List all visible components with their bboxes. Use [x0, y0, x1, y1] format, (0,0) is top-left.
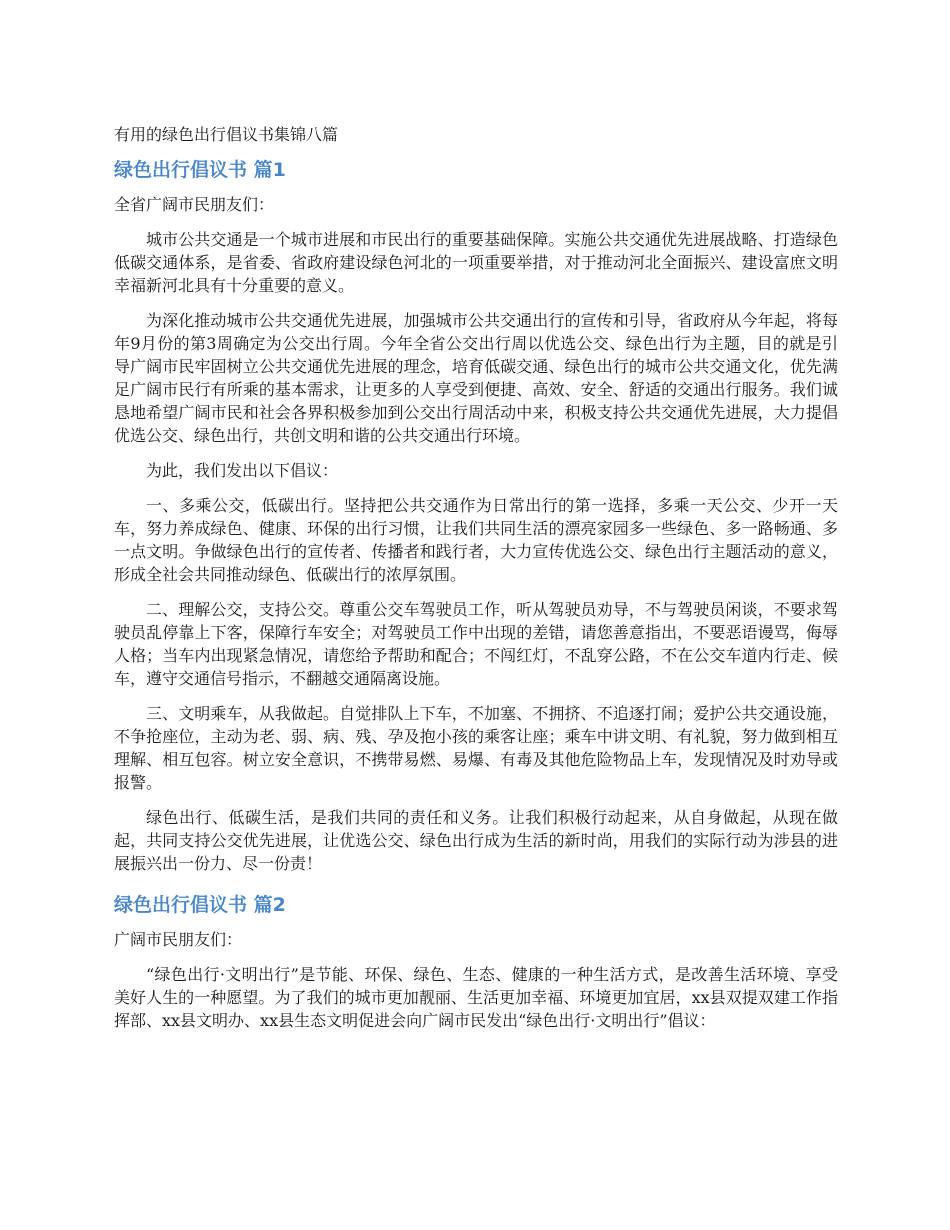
document-page: [114, 124, 838, 1044]
section-heading: 绿色出行倡议书 篇1: [114, 159, 286, 181]
greeting-line: 广阔市民朋友们：: [114, 930, 243, 949]
paragraph: 城市公共交通是一个城市进展和市民出行的重要基础保障。实施公共交通优先进展战略、打造绿色低碳交通体系，是省委、省政府建设绿色河北的一项重要举措，对于推动河北全面振兴、建设富庶文明幸福新河北具有十分重要的意义。: [114, 230, 838, 295]
paragraph: 一、多乘公交，低碳出行。坚持把公共交通作为日常出行的第一选择，多乘一天公交、少开一天车，努力养成绿色、健康、环保的出行习惯，让我们共同生活的漂亮家园多一些绿色、多一路畅通、多一点文明。争做绿色出行的宣传者、传播者和践行者，大力宣传优选公交、绿色出行主题活动的意义，形成全社会共同推动绿色、低碳出行的浓厚氛围。: [114, 496, 838, 584]
paragraph: 三、文明乘车，从我做起。自觉排队上下车，不加塞、不拥挤、不追逐打闹；爱护公共交通设施，不争抢座位，主动为老、弱、病、残、孕及抱小孩的乘客让座；乘车中讲文明、有礼貌，努力做到相互理解、相互包容。树立安全意识，不携带易燃、易爆、有毒及其他危险物品上车，发现情况及时劝导或报警。: [114, 704, 838, 792]
section-heading: 绿色出行倡议书 篇2: [114, 894, 286, 916]
section-1: [114, 156, 838, 875]
section-2: [114, 891, 838, 1032]
paragraph: “绿色出行·文明出行”是节能、环保、绿色、生态、健康的一种生活方式，是改善生活环境、享受美好人生的一种愿望。为了我们的城市更加靓丽、生活更加幸福、环境更加宜居，xx县双提双建工作指挥部、xx县文明办、xx县生态文明促进会向广阔市民发出“绿色出行·文明出行”倡议：: [114, 965, 838, 1030]
paragraph: 绿色出行、低碳生活，是我们共同的责任和义务。让我们积极行动起来，从自身做起，从现在做起，共同支持公交优先进展，让优选公交、绿色出行成为生活的新时尚，用我们的实际行动为涉县的进展振兴出一份力、尽一份责！: [114, 808, 838, 873]
document-title: 有用的绿色出行倡议书集锦八篇: [114, 125, 339, 144]
paragraph: 为深化推动城市公共交通优先进展，加强城市公共交通出行的宣传和引导，省政府从今年起，将每年9月份的第3周确定为公交出行周。今年全省公交出行周以优选公交、绿色出行为主题，目的就是引导广阔市民牢固树立公共交通优先进展的理念，培育低碳交通、绿色出行的城市公共交通文化，优先满足广阔市民行有所乘的基本需求，让更多的人享受到便捷、高效、安全、舒适的交通出行服务。我们诚恳地希望广阔市民和社会各界积极参加到公交出行周活动中来，积极支持公共交通优先进展，大力提倡优选公交、绿色出行，共创文明和谐的公共交通出行环境。: [114, 311, 838, 445]
paragraph: 二、理解公交，支持公交。尊重公交车驾驶员工作，听从驾驶员劝导，不与驾驶员闲谈，不要求驾驶员乱停靠上下客，保障行车安全；对驾驶员工作中出现的差错，请您善意指出，不要恶语谩骂，侮辱人格；当车内出现紧急情况，请您给予帮助和配合；不闯红灯，不乱穿公路，不在公交车道内行走、候车，遵守交通信号指示，不翻越交通隔离设施。: [114, 600, 838, 688]
greeting-line: 全省广阔市民朋友们：: [114, 195, 275, 214]
paragraph: 为此，我们发出以下倡议：: [146, 461, 339, 480]
